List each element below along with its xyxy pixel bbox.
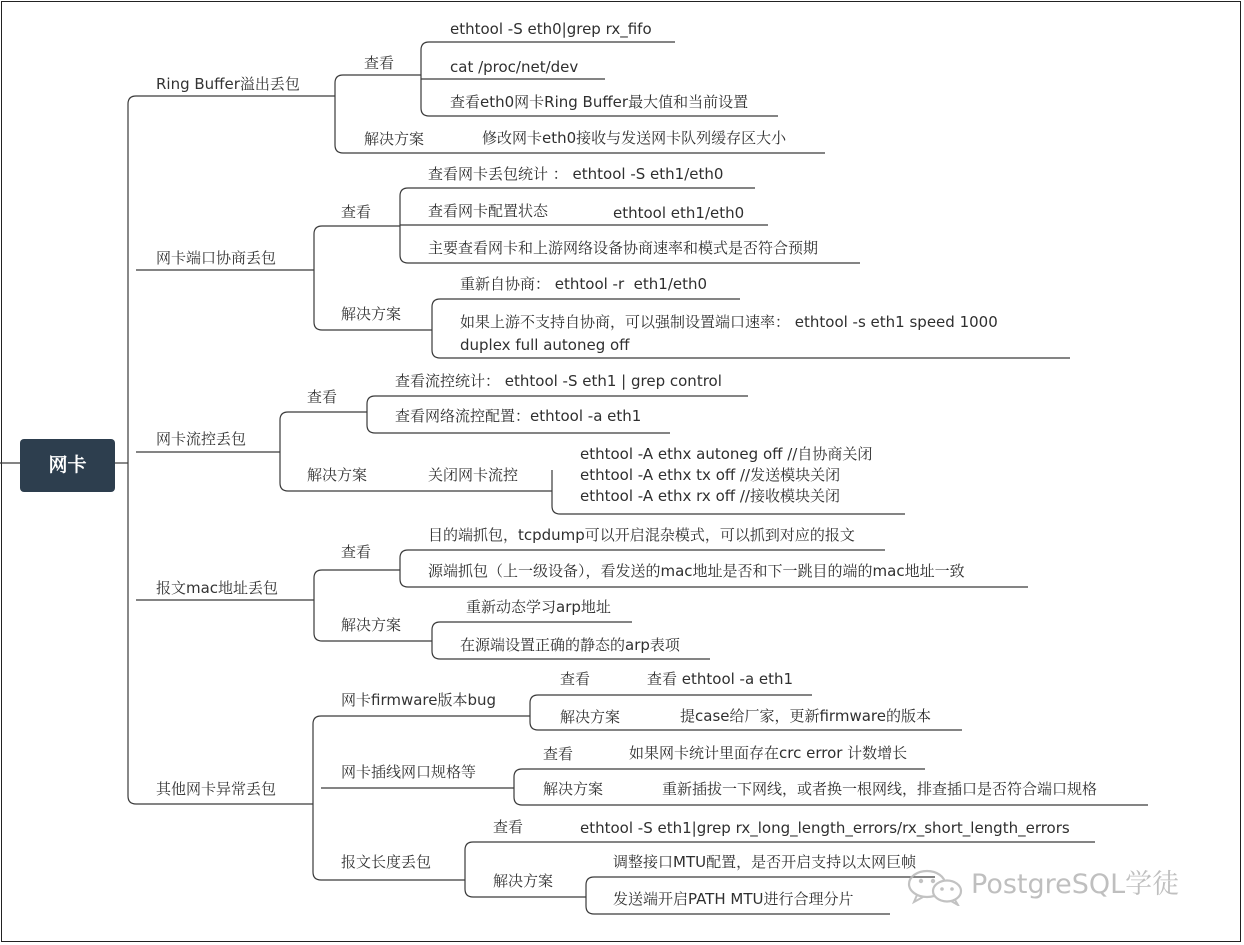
group-label-check: 查看 <box>341 203 372 221</box>
group-label-solution: 解决方案 <box>341 305 402 323</box>
item-text: ethtool -A ethx autoneg off //自协商关闭 <box>580 445 873 463</box>
root-label: 网卡 <box>48 454 87 476</box>
item-bracket <box>432 622 440 659</box>
branch-label: 网卡流控丢包 <box>156 430 247 448</box>
item-text: 在源端设置正确的静态的arp表项 <box>460 636 680 654</box>
item-text: 目的端抓包，tcpdump可以开启混杂模式，可以抓到对应的报文 <box>428 526 855 544</box>
sub-label: 关闭网卡流控 <box>428 466 519 484</box>
group-bracket <box>314 570 322 641</box>
item-text: 发送端开启PATH MTU进行合理分片 <box>613 890 854 908</box>
group-label-solution: 解决方案 <box>307 466 368 484</box>
item-text: 重新动态学习arp地址 <box>466 598 611 616</box>
group-label-check: 查看 <box>307 388 338 406</box>
sub-bracket <box>313 716 321 880</box>
group-bracket <box>530 695 538 730</box>
item-text: ethtool eth1/eth0 <box>613 204 745 222</box>
item-text: cat /proc/net/dev <box>450 58 579 76</box>
group-label-solution: 解决方案 <box>543 780 604 798</box>
sub-branch-label: 网卡插线网口规格等 <box>341 763 477 781</box>
item-text: 查看网络流控配置：ethtool -a eth1 <box>395 407 642 425</box>
item-text: ethtool -S eth1|grep rx_long_length_errors/rx_short_length_errors <box>580 819 1070 837</box>
item-text: 查看 ethtool -a eth1 <box>647 670 794 688</box>
trunk-line <box>128 96 136 804</box>
item-text: 调整接口MTU配置，是否开启支持以太网巨帧 <box>613 853 917 871</box>
item-text: 查看eth0网卡Ring Buffer最大值和当前设置 <box>450 93 749 111</box>
item-text: 查看网卡配置状态 <box>428 202 549 220</box>
branch-label: Ring Buffer溢出丢包 <box>156 75 300 93</box>
item-text: 重新插拔一下网线，或者换一根网线，排查插口是否符合端口规格 <box>662 780 1098 798</box>
group-bracket <box>335 75 343 153</box>
item-bracket <box>586 877 594 914</box>
item-bracket <box>552 470 560 514</box>
group-bracket <box>314 226 322 330</box>
item-bracket <box>367 396 375 433</box>
item-text: ethtool -S eth0|grep rx_fifo <box>450 20 652 38</box>
group-bracket <box>465 842 473 897</box>
group-label-solution: 解决方案 <box>493 872 554 890</box>
branch-label: 其他网卡异常丢包 <box>156 780 277 798</box>
group-label-check: 查看 <box>560 670 591 688</box>
item-text: 重新自协商： ethtool -r eth1/eth0 <box>460 275 708 293</box>
item-text: 修改网卡eth0接收与发送网卡队列缓存区大小 <box>482 129 787 147</box>
sub-branch-label: 网卡firmware版本bug <box>341 691 497 709</box>
watermark-text: PostgreSQL学徒 <box>971 869 1180 900</box>
item-text: ethtool -A ethx tx off //发送模块关闭 <box>580 466 841 484</box>
branch-label: 网卡端口协商丢包 <box>156 249 277 267</box>
group-label-solution: 解决方案 <box>560 708 621 726</box>
sub-branch-label: 报文长度丢包 <box>341 853 432 871</box>
group-label-check: 查看 <box>364 54 395 72</box>
item-text: 如果上游不支持自协商，可以强制设置端口速率： ethtool -s eth1 speed 1000 <box>460 313 998 331</box>
item-bracket <box>400 550 408 587</box>
group-label-check: 查看 <box>493 818 524 836</box>
item-text: 查看网卡丢包统计 ： ethtool -S eth1/eth0 <box>428 165 724 183</box>
item-bracket <box>432 299 440 358</box>
item-text: 如果网卡统计里面存在crc error 计数增长 <box>629 744 908 762</box>
item-text: 查看流控统计： ethtool -S eth1 | grep control <box>395 372 722 390</box>
item-text: ethtool -A ethx rx off //接收模块关闭 <box>580 487 840 505</box>
group-label-solution: 解决方案 <box>341 616 402 634</box>
item-text: 源端抓包（上一级设备），看发送的mac地址是否和下一跳目的端的mac地址一致 <box>428 562 965 580</box>
group-label-check: 查看 <box>341 543 372 561</box>
group-label-solution: 解决方案 <box>364 130 425 148</box>
group-label-check: 查看 <box>543 745 574 763</box>
item-text: 主要查看网卡和上游网络设备协商速率和模式是否符合预期 <box>428 239 819 257</box>
group-bracket <box>514 769 522 805</box>
branch-label: 报文mac地址丢包 <box>156 579 279 597</box>
item-text: 提case给厂家，更新firmware的版本 <box>680 707 931 725</box>
wechat-icon <box>905 868 967 906</box>
item-text: duplex full autoneg off <box>460 336 630 354</box>
group-bracket <box>280 412 288 491</box>
root-node <box>20 439 115 492</box>
